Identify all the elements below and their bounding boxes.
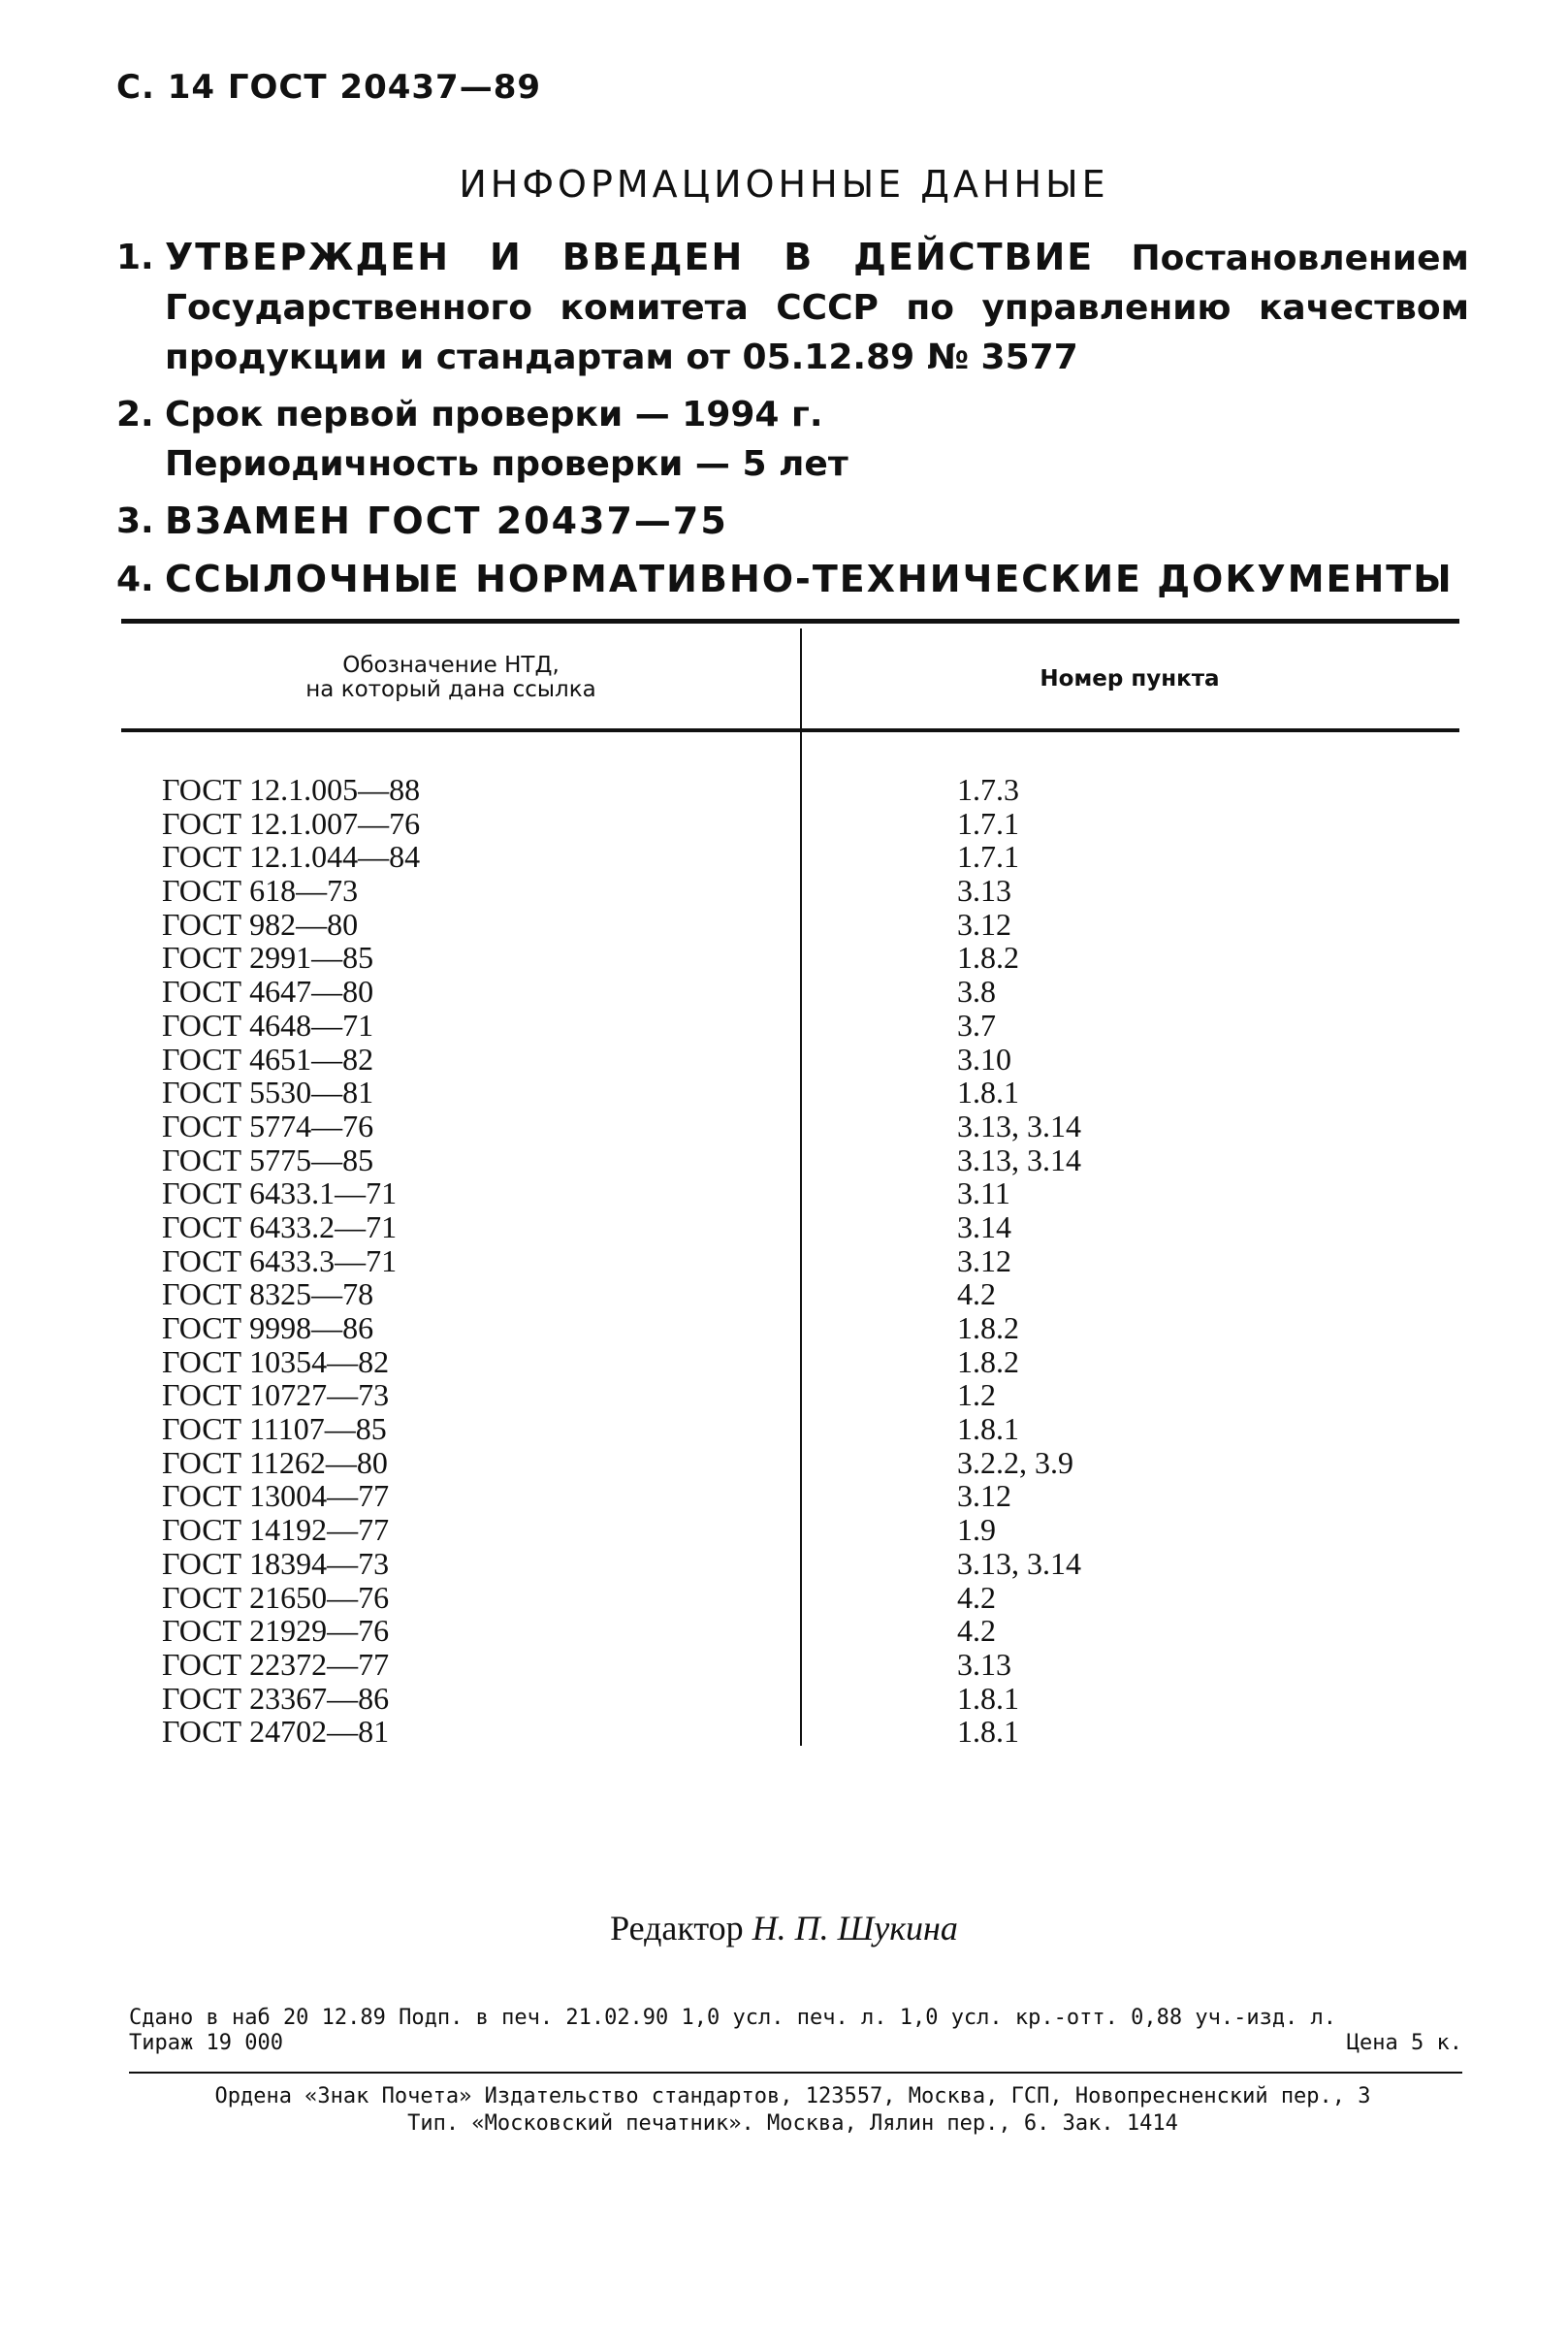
- document-cell: ГОСТ 11107—85: [162, 1411, 387, 1447]
- document-cell: ГОСТ 13004—77: [162, 1478, 390, 1514]
- table-row: [162, 874, 1423, 908]
- clause-cell: 3.7: [957, 1007, 996, 1043]
- clause-cell: 1.8.2: [957, 940, 1019, 976]
- document-cell: ГОСТ 5775—85: [162, 1142, 374, 1177]
- document-cell: ГОСТ 6433.2—71: [162, 1208, 398, 1244]
- print-run: Тираж 19 000: [129, 2031, 283, 2055]
- table-row: [162, 1210, 1423, 1244]
- document-cell: ГОСТ 23367—86: [162, 1680, 390, 1716]
- table-top-rule: [121, 619, 1459, 624]
- item-body: [165, 390, 1469, 489]
- header-document-line: на который дана ссылка: [305, 677, 596, 702]
- table-row: [162, 1244, 1423, 1278]
- table-rows: [162, 773, 1423, 1749]
- document-cell: ГОСТ 22372—77: [162, 1646, 390, 1682]
- clause-cell: 1.9: [957, 1512, 996, 1548]
- table-row: [162, 1311, 1423, 1345]
- document-cell: ГОСТ 5530—81: [162, 1075, 374, 1110]
- document-cell: ГОСТ 21929—76: [162, 1613, 390, 1649]
- table-row: [162, 941, 1423, 975]
- table-row: [162, 840, 1423, 874]
- item-caps: УТВЕРЖДЕН И ВВЕДЕН В ДЕЙСТВИЕ: [165, 236, 1095, 278]
- imprint-line: Сдано в наб 20 12.89 Подп. в печ. 21.02.90 1,0 усл. печ. л. 1,0 усл. кр.-отт. 0,88 уч.-изд. л.: [129, 2006, 1337, 2030]
- document-cell: ГОСТ 4647—80: [162, 974, 374, 1010]
- clause-cell: 1.7.1: [957, 839, 1019, 875]
- item-number: 2.: [116, 395, 154, 434]
- clause-cell: 3.12: [957, 906, 1011, 942]
- section-title: ИНФОРМАЦИОННЫЕ ДАННЫЕ: [459, 163, 1109, 206]
- header-document-line: Обозначение НТД,: [342, 653, 560, 678]
- document-cell: ГОСТ 14192—77: [162, 1512, 390, 1548]
- document-cell: ГОСТ 10354—82: [162, 1343, 390, 1379]
- header-document: [160, 654, 742, 702]
- document-cell: ГОСТ 618—73: [162, 873, 359, 909]
- info-item-replaces: [116, 497, 1469, 547]
- table-row: [162, 1076, 1423, 1110]
- publisher-line: Ордена «Знак Почета» Издательство стандартов, 123557, Москва, ГСП, Новопресненский пер., 3: [214, 2084, 1371, 2108]
- table-row: [162, 1009, 1423, 1043]
- info-item-references: [116, 555, 1469, 605]
- imprint-line: [129, 2031, 1462, 2056]
- table-row: [162, 1479, 1423, 1513]
- info-item-approval: [116, 233, 1469, 382]
- item-number: 4.: [116, 560, 154, 599]
- item-caps: ССЫЛОЧНЫЕ НОРМАТИВНО-ТЕХНИЧЕСКИЕ ДОКУМЕНТЫ: [165, 558, 1454, 600]
- clause-cell: 3.12: [957, 1242, 1011, 1278]
- clause-cell: 3.13, 3.14: [957, 1545, 1081, 1581]
- document-cell: ГОСТ 10727—73: [162, 1377, 390, 1413]
- document-cell: ГОСТ 12.1.044—84: [162, 839, 421, 875]
- clause-cell: 1.8.1: [957, 1075, 1019, 1110]
- clause-cell: 4.2: [957, 1579, 996, 1615]
- info-item-check: [116, 390, 1469, 489]
- document-cell: ГОСТ 6433.1—71: [162, 1175, 398, 1211]
- clause-cell: 1.2: [957, 1377, 996, 1413]
- table-row: [162, 1614, 1423, 1648]
- item-line: Периодичность проверки — 5 лет: [165, 444, 848, 484]
- table-row: [162, 1043, 1423, 1077]
- imprint-rule: [129, 2072, 1462, 2074]
- document-cell: ГОСТ 12.1.007—76: [162, 805, 421, 841]
- item-line: Срок первой проверки — 1994 г.: [165, 395, 823, 434]
- document-cell: ГОСТ 12.1.005—88: [162, 772, 421, 807]
- table-row: [162, 1110, 1423, 1143]
- table-row: [162, 908, 1423, 942]
- document-cell: ГОСТ 21650—76: [162, 1579, 390, 1615]
- price: Цена 5 к.: [1346, 2031, 1462, 2055]
- clause-cell: 3.14: [957, 1208, 1011, 1244]
- item-number: 1.: [116, 238, 154, 277]
- clause-cell: 1.7.1: [957, 805, 1019, 841]
- clause-cell: 1.8.2: [957, 1310, 1019, 1345]
- table-row: [162, 807, 1423, 841]
- table-row: [162, 1648, 1423, 1682]
- header-clause: Номер пункта: [1040, 666, 1220, 692]
- item-text: Постановлением Государственного комитета СССР по управлению качеством продукции и стандартам от 05.12.89 № 3577: [165, 239, 1469, 377]
- table-row: [162, 1176, 1423, 1210]
- clause-cell: 3.2.2, 3.9: [957, 1444, 1073, 1480]
- table-header-rule: [121, 728, 1459, 732]
- info-list: [116, 233, 1469, 613]
- item-caps: ВЗАМЕН ГОСТ 20437—75: [165, 499, 728, 542]
- editor-label: Редактор: [610, 1909, 744, 1947]
- item-body: [165, 233, 1469, 382]
- table-row: [162, 1682, 1423, 1716]
- clause-cell: 1.7.3: [957, 772, 1019, 807]
- table-row: [162, 773, 1423, 807]
- document-cell: ГОСТ 982—80: [162, 906, 359, 942]
- table-row: [162, 1412, 1423, 1446]
- document-cell: ГОСТ 11262—80: [162, 1444, 388, 1480]
- clause-cell: 3.10: [957, 1041, 1011, 1077]
- table-row: [162, 1143, 1423, 1177]
- publisher-footer: [116, 2083, 1469, 2138]
- document-cell: ГОСТ 4648—71: [162, 1007, 374, 1043]
- document-cell: ГОСТ 8325—78: [162, 1276, 374, 1312]
- clause-cell: 1.8.1: [957, 1411, 1019, 1447]
- clause-cell: 3.12: [957, 1478, 1011, 1514]
- document-cell: ГОСТ 5774—76: [162, 1108, 374, 1143]
- clause-cell: 4.2: [957, 1276, 996, 1312]
- clause-cell: 3.13, 3.14: [957, 1142, 1081, 1177]
- clause-cell: 3.13: [957, 1646, 1011, 1682]
- table-row: [162, 1446, 1423, 1480]
- document-cell: ГОСТ 18394—73: [162, 1545, 390, 1581]
- document-cell: ГОСТ 2991—85: [162, 940, 374, 976]
- document-cell: ГОСТ 4651—82: [162, 1041, 374, 1077]
- table-row: [162, 1345, 1423, 1379]
- table-row: [162, 1547, 1423, 1581]
- item-number: 3.: [116, 501, 154, 541]
- clause-cell: 4.2: [957, 1613, 996, 1649]
- item-body: [165, 555, 1469, 605]
- printer-line: Тип. «Московский печатник». Москва, Лялин пер., 6. Зак. 1414: [407, 2111, 1178, 2136]
- table-row: [162, 1513, 1423, 1547]
- clause-cell: 3.13, 3.14: [957, 1108, 1081, 1143]
- reference-table: [121, 619, 1459, 1758]
- clause-cell: 1.8.1: [957, 1714, 1019, 1750]
- clause-cell: 3.8: [957, 974, 996, 1010]
- clause-cell: 3.11: [957, 1175, 1010, 1211]
- table-row: [162, 1378, 1423, 1412]
- document-cell: ГОСТ 6433.3—71: [162, 1242, 398, 1278]
- table-row: [162, 1277, 1423, 1311]
- page-header: С. 14 ГОСТ 20437—89: [116, 68, 542, 107]
- document-cell: ГОСТ 24702—81: [162, 1714, 390, 1750]
- editor-line: [0, 1908, 1568, 1948]
- item-body: [165, 497, 1469, 547]
- editor-name: Н. П. Шукина: [752, 1909, 958, 1947]
- clause-cell: 3.13: [957, 873, 1011, 909]
- table-row: [162, 1715, 1423, 1749]
- clause-cell: 1.8.1: [957, 1680, 1019, 1716]
- table-row: [162, 975, 1423, 1009]
- clause-cell: 1.8.2: [957, 1343, 1019, 1379]
- table-row: [162, 1581, 1423, 1615]
- document-cell: ГОСТ 9998—86: [162, 1310, 374, 1345]
